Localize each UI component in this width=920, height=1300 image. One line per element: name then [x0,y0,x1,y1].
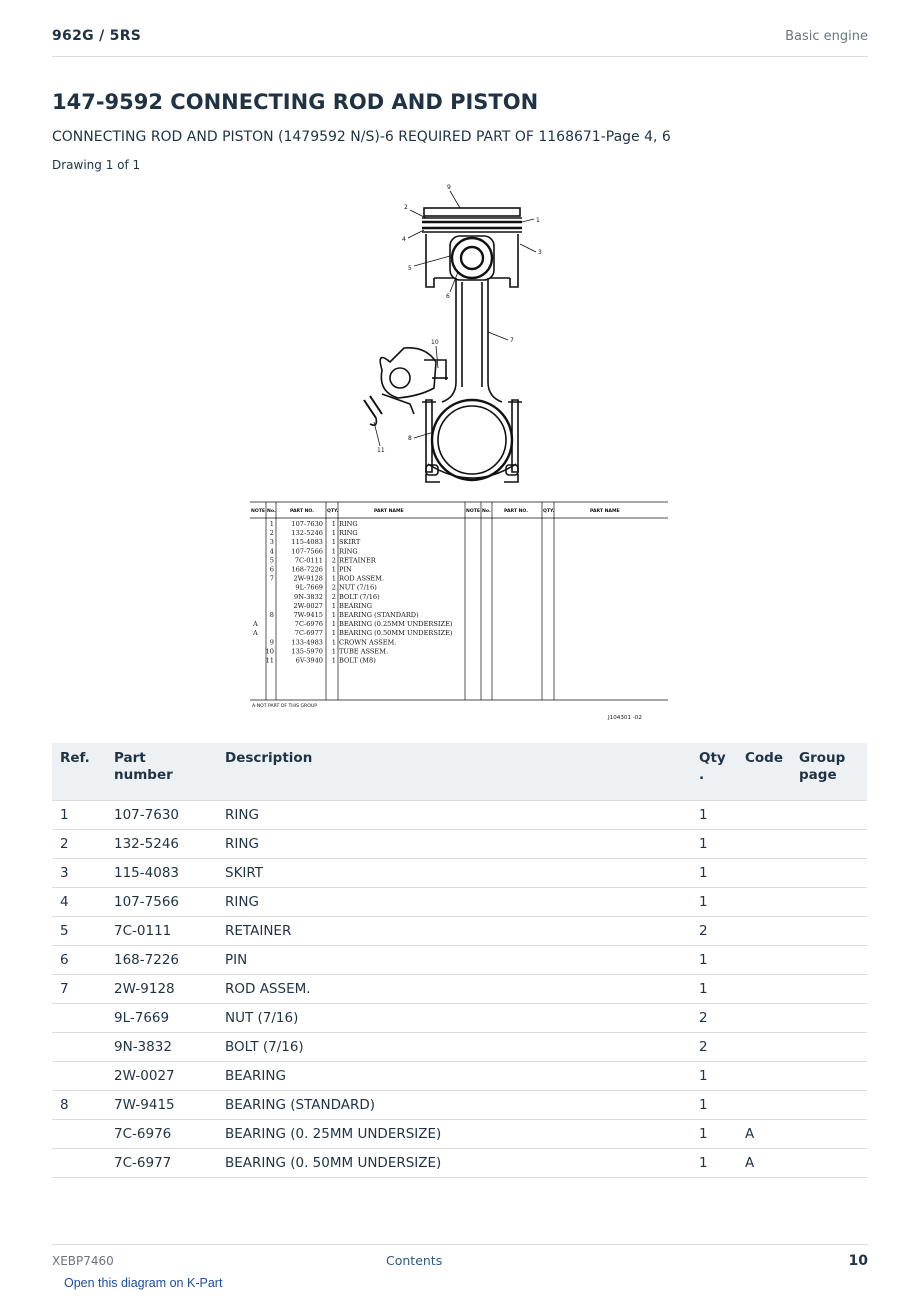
description-cell: RING [217,801,691,830]
callout-11: 11 [377,447,385,454]
legend-part-5: 7C-0111 [294,556,323,565]
table-row [52,946,867,975]
legend-name-16: BOLT (M8) [339,656,376,665]
group-page-cell [791,1091,867,1120]
col-group-page [791,743,867,801]
description-cell: BEARING (STANDARD) [217,1091,691,1120]
model-label: 962G / 5RS [52,28,142,44]
code-cell [737,830,791,859]
legend-part-1: 107-7630 [291,520,323,528]
legend-name-6: PIN [339,565,352,574]
section-label: Basic engine [785,29,868,44]
part-number-cell: 107-7630 [106,801,217,830]
legend-qty-1: 1 [331,520,336,528]
legend-no-5: 5 [269,556,274,565]
col-part-number: Part number [106,743,217,801]
group-page-cell [791,888,867,917]
callout-6: 6 [446,293,450,300]
legend-header-note-2: NOTE [466,509,481,514]
ref-cell: 8 [52,1091,106,1120]
legend-part-7: 2W-9128 [293,574,323,583]
table-row [52,1091,867,1120]
legend-name-7: ROD ASSEM. [339,574,385,583]
page-header [52,28,868,57]
legend-header-qty-2: QTY. [543,509,555,514]
legend-name-15: TUBE ASSEM. [339,647,389,656]
qty-cell: 1 [691,975,737,1004]
part-number-cell: 7C-6977 [106,1149,217,1178]
qty-cell: 2 [691,1033,737,1062]
table-row [52,1062,867,1091]
ref-cell: 4 [52,888,106,917]
part-number-cell: 9L-7669 [106,1004,217,1033]
ref-cell: 7 [52,975,106,1004]
ref-cell: 2 [52,830,106,859]
group-page-cell [791,801,867,830]
legend-header-part: PART NO. [290,509,314,514]
group-page-cell [791,946,867,975]
legend-name-4: RING [339,547,358,556]
description-cell: PIN [217,946,691,975]
table-row [52,917,867,946]
legend-qty-7: 1 [331,574,336,583]
col-group-line1: Group [799,750,846,766]
legend-header-note: NOTE [251,509,266,514]
group-page-cell [791,1149,867,1178]
group-page-cell [791,1120,867,1149]
qty-cell: 2 [691,917,737,946]
col-qty-line1: Qty [699,750,726,766]
description-cell: BEARING [217,1062,691,1091]
table-row [52,830,867,859]
legend-part-15: 135-5970 [291,647,323,656]
kpart-diagram-link[interactable]: Open this diagram on K-Part [64,1276,223,1290]
col-ref: Ref. [52,743,106,801]
legend-qty-10: 1 [331,601,336,610]
code-cell [737,1033,791,1062]
col-code: Code [737,743,791,801]
group-page-cell [791,975,867,1004]
table-header-row [52,743,867,801]
col-group-line2: page [799,767,837,783]
qty-cell: 1 [691,859,737,888]
description-cell: BEARING (0. 50MM UNDERSIZE) [217,1149,691,1178]
group-page-cell [791,1062,867,1091]
callout-7: 7 [510,337,514,344]
legend-qty-6: 1 [331,565,336,574]
table-row [52,1120,867,1149]
ref-cell [52,1004,106,1033]
part-number-cell: 115-4083 [106,859,217,888]
description-cell: BOLT (7/16) [217,1033,691,1062]
legend-qty-8: 2 [331,583,336,592]
legend-qty-16: 1 [331,656,336,665]
legend-part-16: 6V-3940 [295,656,323,665]
callout-8: 8 [408,435,412,442]
legend-part-10: 2W-0027 [293,601,323,610]
qty-cell: 1 [691,1091,737,1120]
callout-2: 2 [404,204,408,211]
legend-name-10: BEARING [339,601,373,610]
legend-qty-9: 2 [331,592,336,601]
callout-4: 4 [402,236,406,243]
parts-table [52,743,867,1178]
legend-part-9: 9N-3832 [294,592,323,601]
legend-no-4: 4 [269,547,274,556]
legend-header-name-2: PART NAME [590,509,620,514]
legend-qty-14: 1 [331,638,336,647]
legend-name-13: BEARING (0.50MM UNDERSIZE) [339,629,453,638]
diagram-legend [250,502,668,721]
legend-no-11: 8 [269,611,274,619]
group-page-cell [791,1004,867,1033]
legend-name-1: RING [339,520,358,528]
drawing-label: Drawing 1 of 1 [52,158,141,172]
ref-cell: 1 [52,801,106,830]
legend-header-qty: QTY. [327,509,339,514]
part-number-cell: 107-7566 [106,888,217,917]
qty-cell: 1 [691,888,737,917]
legend-no-14: 9 [269,638,274,647]
page-subtitle: CONNECTING ROD AND PISTON (1479592 N/S)-6 REQUIRED PART OF 1168671-Page 4, 6 [52,129,671,145]
page-number: 10 [848,1253,868,1269]
legend-no-2: 2 [269,529,274,538]
description-cell: RING [217,830,691,859]
contents-link[interactable]: Contents [386,1253,443,1268]
legend-name-8: NUT (7/16) [339,583,377,592]
table-row [52,801,867,830]
code-cell [737,888,791,917]
legend-note: A-NOT PART OF THIS GROUP [252,704,317,709]
legend-name-3: SKIRT [339,538,361,547]
ref-cell: 6 [52,946,106,975]
code-cell [737,1062,791,1091]
legend-name-12: BEARING (0.25MM UNDERSIZE) [339,620,453,629]
code-cell [737,975,791,1004]
drawing-code: J104301 -02 [608,715,642,721]
table-row [52,888,867,917]
col-qty [691,743,737,801]
part-number-cell: 7C-6976 [106,1120,217,1149]
legend-header-name: PART NAME [374,509,404,514]
callout-5: 5 [408,265,412,272]
legend-header-part-2: PART NO. [504,509,528,514]
description-cell: NUT (7/16) [217,1004,691,1033]
parts-diagram [250,182,670,727]
part-number-cell: 7C-0111 [106,917,217,946]
legend-qty-12: 1 [331,620,336,629]
group-page-cell [791,859,867,888]
legend-name-11: BEARING (STANDARD) [339,611,419,619]
code-cell: A [737,1120,791,1149]
description-cell: RING [217,888,691,917]
qty-cell: 1 [691,830,737,859]
legend-header-no-2: No. [482,509,491,514]
code-cell [737,1091,791,1120]
description-cell: BEARING (0. 25MM UNDERSIZE) [217,1120,691,1149]
callout-3: 3 [538,249,542,256]
legend-part-13: 7C-6977 [294,629,323,638]
legend-name-2: RING [339,529,358,538]
legend-no-3: 3 [269,538,274,547]
ref-cell: 3 [52,859,106,888]
legend-qty-13: 1 [331,629,336,638]
connecting-rod-illustration [364,208,522,482]
legend-part-2: 132-5246 [291,529,323,538]
legend-part-4: 107-7566 [291,547,323,556]
code-cell [737,801,791,830]
part-number-cell: 2W-9128 [106,975,217,1004]
part-number-cell: 7W-9415 [106,1091,217,1120]
legend-no-16: 11 [265,656,274,665]
code-cell [737,859,791,888]
qty-cell: 1 [691,1062,737,1091]
part-number-cell: 2W-0027 [106,1062,217,1091]
ref-cell: 5 [52,917,106,946]
legend-qty-5: 2 [331,556,336,565]
callout-1: 1 [536,217,540,224]
code-cell [737,946,791,975]
legend-qty-4: 1 [331,547,336,556]
ref-cell [52,1033,106,1062]
page-title: 147-9592 CONNECTING ROD AND PISTON [52,90,539,114]
legend-no-1: 1 [269,520,274,528]
qty-cell: 1 [691,801,737,830]
legend-part-11: 7W-9415 [293,611,323,619]
col-description: Description [217,743,691,801]
description-cell: RETAINER [217,917,691,946]
part-number-cell: 132-5246 [106,830,217,859]
legend-part-14: 133-4983 [291,638,323,647]
legend-note-12: A [253,620,258,629]
description-cell: ROD ASSEM. [217,975,691,1004]
code-cell: A [737,1149,791,1178]
table-row [52,859,867,888]
description-cell: SKIRT [217,859,691,888]
legend-no-6: 6 [269,565,274,574]
part-number-cell: 9N-3832 [106,1033,217,1062]
legend-part-12: 7C-6976 [294,620,323,629]
legend-no-15: 10 [265,647,274,656]
qty-cell: 1 [691,1120,737,1149]
ref-cell [52,1120,106,1149]
legend-part-8: 9L-7669 [295,583,323,592]
callout-9: 9 [447,184,451,191]
table-row [52,1033,867,1062]
col-qty-line2: . [699,767,705,783]
table-row [52,975,867,1004]
document-id: XEBP7460 [52,1254,114,1268]
code-cell [737,1004,791,1033]
legend-note-13: A [253,629,258,638]
ref-cell [52,1062,106,1091]
legend-name-5: RETAINER [339,556,376,565]
legend-header-no: No. [267,509,276,514]
legend-name-14: CROWN ASSEM. [339,638,397,647]
legend-part-6: 168-7226 [291,565,323,574]
table-row [52,1004,867,1033]
page-footer [52,1244,868,1275]
group-page-cell [791,830,867,859]
callout-10: 10 [431,339,439,346]
code-cell [737,917,791,946]
legend-no-7: 7 [269,574,274,583]
legend-qty-15: 1 [331,647,336,656]
qty-cell: 1 [691,946,737,975]
legend-qty-3: 1 [331,538,336,547]
legend-qty-11: 1 [331,611,336,619]
qty-cell: 2 [691,1004,737,1033]
legend-qty-2: 1 [331,529,336,538]
legend-part-3: 115-4083 [291,538,323,547]
group-page-cell [791,1033,867,1062]
qty-cell: 1 [691,1149,737,1178]
ref-cell [52,1149,106,1178]
legend-name-9: BOLT (7/16) [339,592,380,601]
group-page-cell [791,917,867,946]
table-row [52,1149,867,1178]
part-number-cell: 168-7226 [106,946,217,975]
